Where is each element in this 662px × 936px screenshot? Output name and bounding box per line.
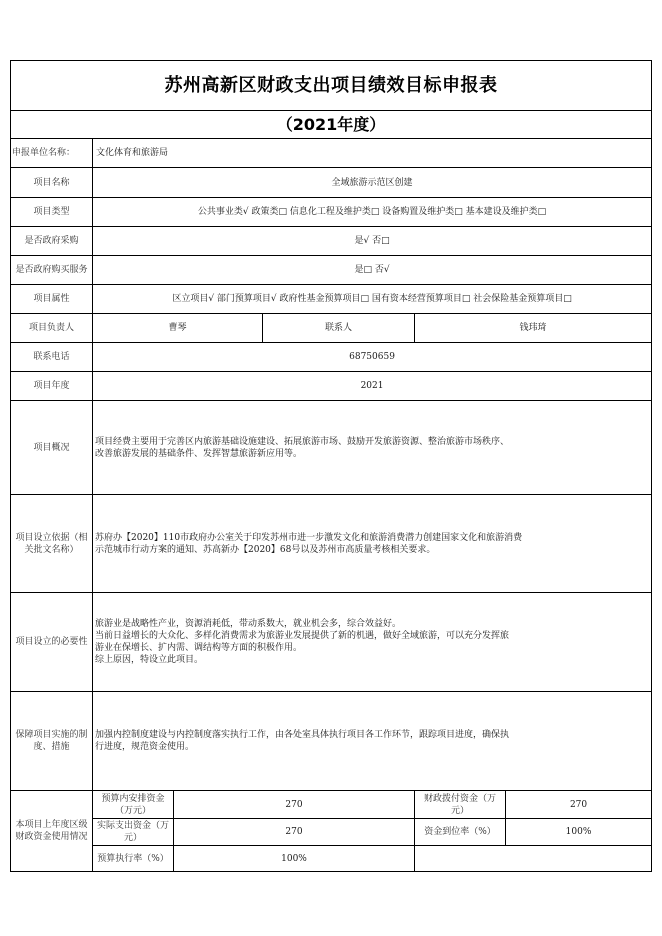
funds-row-2 xyxy=(11,819,652,846)
funds-row-3 xyxy=(11,846,652,872)
project-attribute-row xyxy=(11,285,652,314)
gov-service-value: 是□ 否√ xyxy=(93,256,652,285)
overview-row xyxy=(11,401,652,495)
subtitle-row xyxy=(11,111,652,139)
budget-arranged-value: 270 xyxy=(174,791,415,819)
arrival-rate-value: 100% xyxy=(506,819,652,846)
contact-value: 钱玮琦 xyxy=(415,314,652,343)
safeguards-label: 保障项目实施的制度、措施 xyxy=(11,692,93,791)
gov-procurement-row xyxy=(11,227,652,256)
project-type-label: 项目类型 xyxy=(11,198,93,227)
project-name-row xyxy=(11,168,652,198)
gov-service-row xyxy=(11,256,652,285)
project-year-label: 项目年度 xyxy=(11,372,93,401)
necessity-row xyxy=(11,593,652,692)
execution-rate-label: 预算执行率（%） xyxy=(93,846,174,872)
responsible-row xyxy=(11,314,652,343)
project-name-value: 全域旅游示范区创建 xyxy=(93,168,652,198)
phone-label: 联系电话 xyxy=(11,343,93,372)
phone-row xyxy=(11,343,652,372)
necessity-value: 旅游业是战略性产业，资源消耗低，带动系数大，就业机会多，综合效益好。 当前日益增长的大众化、多样化消费需求为旅游业发展提供了新的机遇，做好全域旅游，可以充分发挥旅 游业在保增长、扩内需、调结构等方面的积极作用。 综上原因，特设立此项目。 xyxy=(93,593,652,692)
execution-rate-value: 100% xyxy=(174,846,415,872)
basis-row xyxy=(11,495,652,593)
necessity-label: 项目设立的必要性 xyxy=(11,593,93,692)
fiscal-allocated-label: 财政拨付资金（万元） xyxy=(415,791,506,819)
applicant-row xyxy=(11,139,652,168)
project-type-value: 公共事业类√ 政策类□ 信息化工程及维护类□ 设备购置及维护类□ 基本建设及维护类□ xyxy=(93,198,652,227)
overview-value: 项目经费主要用于完善区内旅游基础设施建设、拓展旅游市场、鼓励开发旅游资源、整治旅游市场秩序、 改善旅游发展的基础条件、发挥智慧旅游新应用等。 xyxy=(93,401,652,495)
project-year-row xyxy=(11,372,652,401)
fiscal-allocated-value: 270 xyxy=(506,791,652,819)
responsible-value: 曹琴 xyxy=(93,314,263,343)
funds-row-1 xyxy=(11,791,652,819)
last-year-funds-label: 本项目上年度区级财政资金使用情况 xyxy=(11,791,93,872)
gov-procurement-label: 是否政府采购 xyxy=(11,227,93,256)
gov-procurement-value: 是√ 否□ xyxy=(93,227,652,256)
performance-goal-form xyxy=(10,60,651,872)
title-row xyxy=(11,61,652,111)
form-title: 苏州高新区财政支出项目绩效目标申报表 xyxy=(11,61,652,111)
actual-spent-value: 270 xyxy=(174,819,415,846)
project-year-value: 2021 xyxy=(93,372,652,401)
safeguards-row xyxy=(11,692,652,791)
actual-spent-label: 实际支出资金（万元） xyxy=(93,819,174,846)
budget-arranged-label: 预算内安排资金（万元） xyxy=(93,791,174,819)
basis-value: 苏府办【2020】110市政府办公室关于印发苏州市进一步激发文化和旅游消费潜力创建国家文化和旅游消费 示范城市行动方案的通知、苏高新办【2020】68号以及苏州市高质量考核相关要求。 xyxy=(93,495,652,593)
gov-service-label: 是否政府购买服务 xyxy=(11,256,93,285)
applicant-value: 文化体育和旅游局 xyxy=(93,139,652,168)
project-name-label: 项目名称 xyxy=(11,168,93,198)
overview-label: 项目概况 xyxy=(11,401,93,495)
project-attribute-label: 项目属性 xyxy=(11,285,93,314)
contact-label: 联系人 xyxy=(263,314,415,343)
form-table xyxy=(10,60,652,872)
responsible-label: 项目负责人 xyxy=(11,314,93,343)
safeguards-value: 加强内控制度建设与内控制度落实执行工作，由各处室具体执行项目各工作环节，跟踪项目进度，确保执 行进度，规范资金使用。 xyxy=(93,692,652,791)
form-year-subtitle: （2021年度） xyxy=(11,111,652,139)
empty-cell xyxy=(415,846,652,872)
project-type-row xyxy=(11,198,652,227)
phone-value: 68750659 xyxy=(93,343,652,372)
applicant-label: 申报单位名称： xyxy=(11,139,93,168)
basis-label: 项目设立依据（相关批文名称） xyxy=(11,495,93,593)
arrival-rate-label: 资金到位率（%） xyxy=(415,819,506,846)
project-attribute-value: 区立项目√ 部门预算项目√ 政府性基金预算项目□ 国有资本经营预算项目□ 社会保险基金预算项目□ xyxy=(93,285,652,314)
